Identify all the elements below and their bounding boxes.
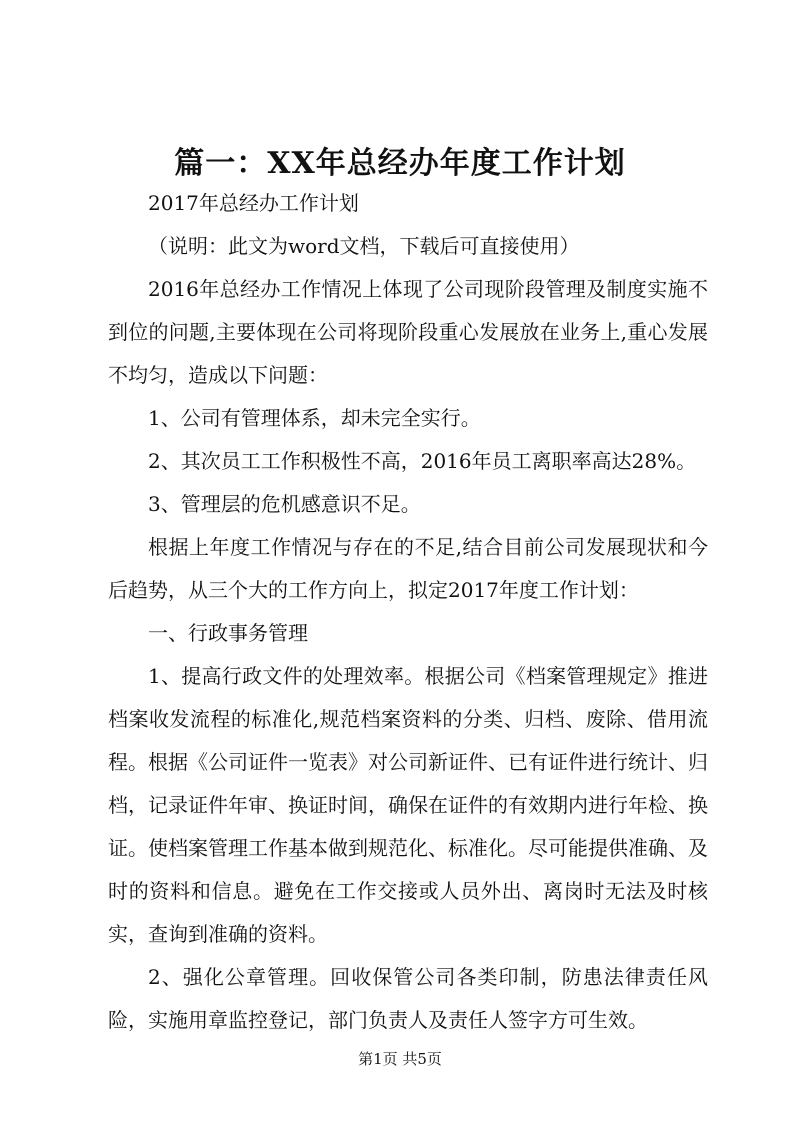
paragraph-issue-2: 2、其次员工工作积极性不高，2016年员工离职率高达28%。 bbox=[148, 449, 697, 473]
document-title: 篇一：XX年总经办年度工作计划 bbox=[174, 146, 626, 181]
page-footer: 第1页 共5页 bbox=[358, 1050, 442, 1068]
section-heading-admin: 一、行政事务管理 bbox=[148, 621, 308, 645]
paragraph-issue-3: 3、管理层的危机感意识不足。 bbox=[148, 492, 421, 516]
paragraph-note: （说明：此文为word文档，下载后可直接使用） bbox=[148, 234, 580, 258]
paragraph-plan-intro: 根据上年度工作情况与存在的不足,结合目前公司发展现状和今后趋势，从三个大的工作方向上，拟定2017年度工作计划： bbox=[108, 535, 708, 602]
paragraph-overview: 2016年总经办工作情况上体现了公司现阶段管理及制度实施不到位的问题,主要体现在公司将现阶段重心发展放在业务上,重心发展不均匀，造成以下问题： bbox=[108, 277, 708, 387]
paragraph-issue-1: 1、公司有管理体系，却未完全实行。 bbox=[148, 406, 481, 430]
paragraph-plan-heading: 2017年总经办工作计划 bbox=[148, 191, 359, 215]
document-body bbox=[108, 182, 708, 1042]
paragraph-item-1: 1、提高行政文件的处理效率。根据公司《档案管理规定》推进档案收发流程的标准化,规范档案资料的分类、归档、废除、借用流程。根据《公司证件一览表》对公司新证件、已有证件进行统计、归档，记录证件年审、换证时间，确保在证件的有效期内进行年检、换证。使档案管理工作基本做到规范化、标准化。尽可能提供准确、及时的资料和信息。避免在工作交接或人员外出、离岗时无法及时核实，查询到准确的资料。 bbox=[108, 664, 708, 946]
paragraph-item-2: 2、强化公章管理。回收保管公司各类印制，防患法律责任风险，实施用章监控登记，部门负责人及责任人签字方可生效。 bbox=[108, 965, 708, 1032]
